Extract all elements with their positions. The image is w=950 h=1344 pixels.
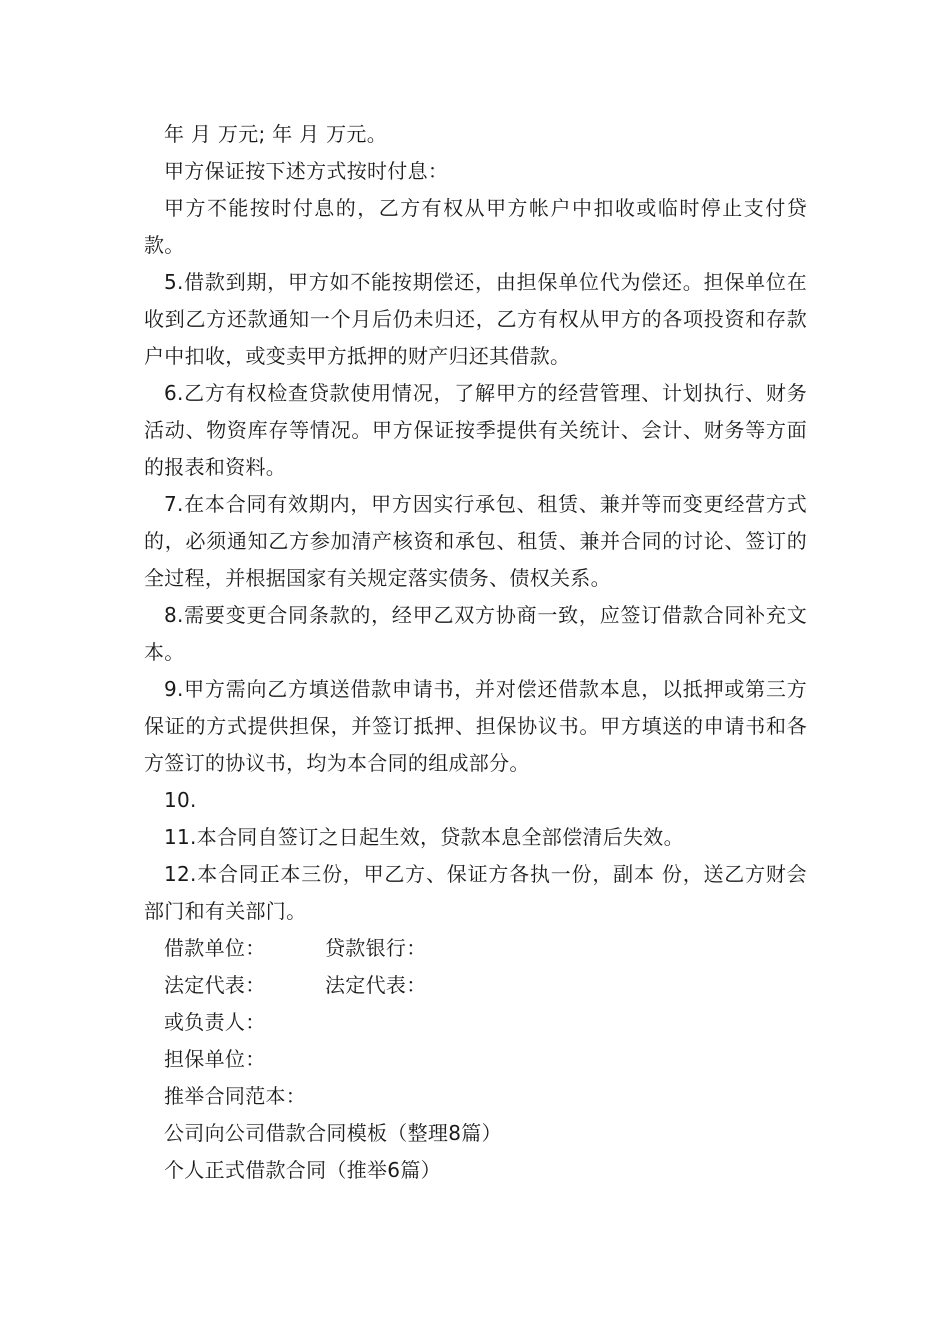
clause-7: 7.在本合同有效期内，甲方因实行承包、租赁、兼并等而变更经营方式的，必须通知乙方参加清产核资和承包、租赁、兼并合同的讨论、签订的全过程，并根据国家有关规定落实债务、债权关系。 bbox=[144, 492, 807, 590]
legal-rep-left-label: 法定代表： bbox=[164, 973, 266, 997]
clause-9: 9.甲方需向乙方填送借款申请书，并对偿还借款本息，以抵押或第三方保证的方式提供担保，并签订抵押、担保协议书。甲方填送的申请书和各方签订的协议书，均为本合同的组成部分。 bbox=[144, 677, 807, 775]
document-body bbox=[144, 116, 807, 1189]
recommend-link-1[interactable]: 公司向公司借款合同模板（整理8篇） bbox=[164, 1121, 502, 1145]
clause-6: 6.乙方有权检查贷款使用情况，了解甲方的经营管理、计划执行、财务活动、物资库存等情况。甲方保证按季提供有关统计、会计、财务等方面的报表和资料。 bbox=[144, 381, 807, 479]
clause-10: 10. bbox=[164, 788, 197, 812]
guarantor-label: 担保单位： bbox=[164, 1047, 266, 1071]
paragraph-3: 甲方不能按时付息的，乙方有权从甲方帐户中扣收或临时停止支付贷款。 bbox=[144, 196, 807, 257]
signature-row-2 bbox=[144, 967, 807, 1004]
clause-8: 8.需要变更合同条款的，经甲乙双方协商一致，应签订借款合同补充文本。 bbox=[144, 603, 807, 664]
lender-label: 贷款银行： bbox=[325, 936, 427, 960]
borrower-label: 借款单位： bbox=[164, 936, 266, 960]
recommend-heading: 推举合同范本： bbox=[164, 1084, 307, 1108]
clause-5: 5.借款到期，甲方如不能按期偿还，由担保单位代为偿还。担保单位在收到乙方还款通知一个月后仍未归还，乙方有权从甲方的各项投资和存款户中扣收，或变卖甲方抵押的财产归还其借款。 bbox=[144, 270, 807, 368]
clause-11: 11.本合同自签订之日起生效，贷款本息全部偿清后失效。 bbox=[164, 825, 684, 849]
legal-rep-right-label: 法定代表： bbox=[325, 973, 427, 997]
recommend-link-2[interactable]: 个人正式借款合同（推举6篇） bbox=[164, 1158, 441, 1182]
paragraph-1: 年 月 万元; 年 月 万元。 bbox=[164, 122, 388, 146]
signature-row-1 bbox=[144, 930, 807, 967]
clause-12: 12.本合同正本三份，甲乙方、保证方各执一份，副本 份，送乙方财会部门和有关部门。 bbox=[144, 862, 807, 923]
paragraph-2: 甲方保证按下述方式按时付息： bbox=[164, 159, 449, 183]
or-responsible-label: 或负责人： bbox=[164, 1010, 266, 1034]
